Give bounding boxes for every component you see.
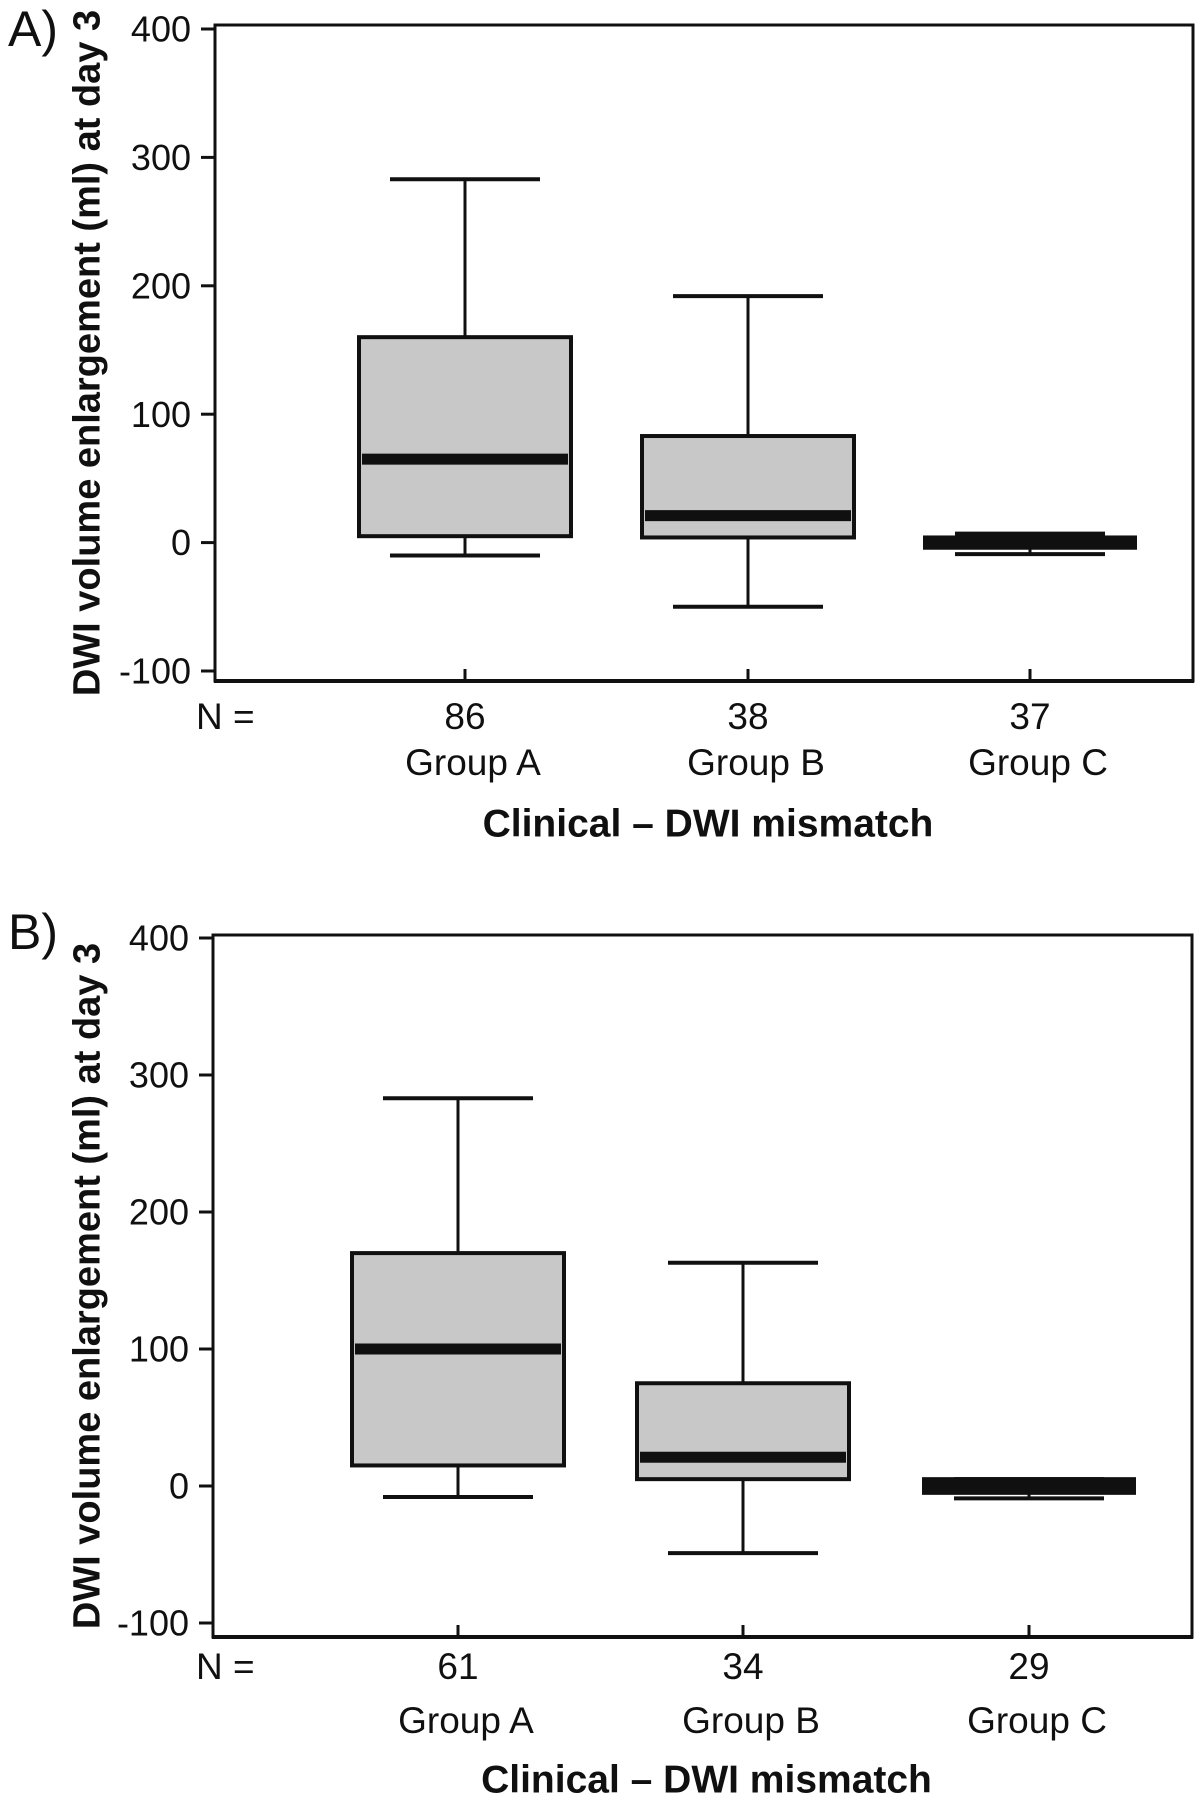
x-category-label: Group C xyxy=(968,741,1108,783)
panel-label: A) xyxy=(8,1,58,57)
x-category-label: Group B xyxy=(682,1699,820,1741)
y-tick-label: 0 xyxy=(168,1465,189,1507)
x-category-label: Group B xyxy=(687,741,825,783)
y-tick-label: 200 xyxy=(130,265,191,307)
y-tick-label: 100 xyxy=(130,393,191,435)
y-tick-label: 400 xyxy=(128,917,189,959)
x-axis-title: Clinical – DWI mismatch xyxy=(481,1758,932,1800)
median-line xyxy=(355,1344,561,1355)
collapsed-box-b-group-3 xyxy=(922,1477,1136,1495)
panel-label: B) xyxy=(8,904,58,960)
y-tick-label: 300 xyxy=(130,137,191,178)
x-category-label: Group A xyxy=(405,741,541,783)
box-b-group-1 xyxy=(352,1253,564,1465)
y-tick-label: 200 xyxy=(128,1191,189,1233)
x-axis-title: Clinical – DWI mismatch xyxy=(482,802,934,846)
y-tick-label: 400 xyxy=(130,8,191,50)
y-axis-label: DWI volume enlargement (ml) at day 3 xyxy=(66,9,109,697)
box-a-group-1 xyxy=(359,337,571,536)
y-tick-label: -100 xyxy=(116,1602,189,1644)
n-prefix-label: N = xyxy=(196,1645,255,1687)
collapsed-box-a-group-3 xyxy=(923,535,1137,549)
box-b-group-2 xyxy=(637,1383,849,1479)
n-value: 34 xyxy=(722,1645,764,1687)
n-value: 38 xyxy=(727,695,769,737)
median-line xyxy=(362,454,568,465)
y-tick-label: 300 xyxy=(128,1054,189,1096)
median-line xyxy=(645,510,851,521)
y-tick-label: 0 xyxy=(170,522,191,564)
median-line xyxy=(640,1452,846,1463)
n-value: 29 xyxy=(1008,1645,1050,1687)
box-a-group-2 xyxy=(642,436,854,537)
y-tick-label: -100 xyxy=(118,650,191,692)
n-value: 37 xyxy=(1009,695,1051,737)
x-category-label: Group A xyxy=(398,1699,534,1741)
n-prefix-label: N = xyxy=(196,695,255,737)
x-category-label: Group C xyxy=(967,1699,1107,1741)
n-value: 61 xyxy=(437,1645,479,1687)
y-axis-label: DWI volume enlargement (ml) at day 3 xyxy=(66,942,109,1630)
n-value: 86 xyxy=(444,695,486,737)
y-tick-label: 100 xyxy=(128,1328,189,1370)
panel-a xyxy=(8,1,1194,846)
panel-b xyxy=(8,904,1193,1800)
